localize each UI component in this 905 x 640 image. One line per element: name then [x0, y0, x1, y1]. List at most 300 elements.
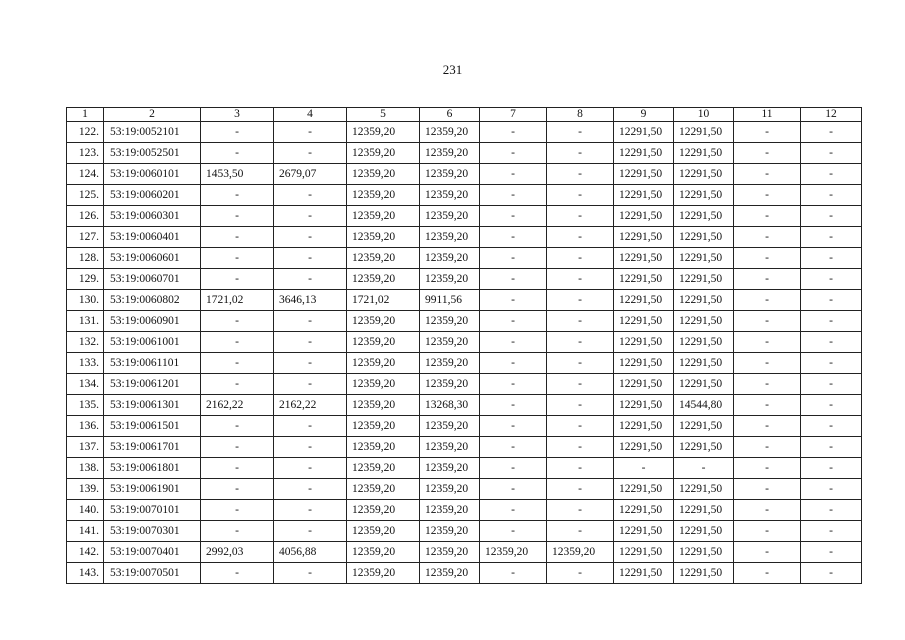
- table-cell: -: [274, 206, 347, 227]
- table-cell: -: [201, 374, 274, 395]
- table-cell: 126.: [67, 206, 104, 227]
- table-cell: 12359,20: [420, 248, 480, 269]
- table-cell: -: [274, 563, 347, 584]
- table-cell: 12359,20: [347, 416, 420, 437]
- table-cell: -: [201, 521, 274, 542]
- table-cell: -: [734, 185, 801, 206]
- table-cell: -: [734, 248, 801, 269]
- table-cell: 128.: [67, 248, 104, 269]
- table-row: [67, 311, 862, 332]
- table-cell: 12291,50: [674, 290, 734, 311]
- table-cell: -: [547, 290, 614, 311]
- table-cell: 12291,50: [614, 164, 674, 185]
- table-cell: 2679,07: [274, 164, 347, 185]
- table-cell: 138.: [67, 458, 104, 479]
- table-cell: -: [734, 542, 801, 563]
- table-cell: -: [734, 521, 801, 542]
- table-cell: -: [480, 353, 547, 374]
- table-cell: 12359,20: [347, 332, 420, 353]
- table-cell: -: [801, 227, 862, 248]
- table-cell: -: [274, 122, 347, 143]
- table-cell: 12359,20: [347, 122, 420, 143]
- table-cell: 12291,50: [614, 290, 674, 311]
- table-cell: -: [801, 311, 862, 332]
- table-cell: -: [480, 143, 547, 164]
- table-cell: 12291,50: [614, 122, 674, 143]
- column-header-10: 10: [674, 108, 734, 122]
- table-cell: 12291,50: [674, 164, 734, 185]
- table-cell: 53:19:0060101: [104, 164, 201, 185]
- table-row: [67, 395, 862, 416]
- table-cell: -: [547, 437, 614, 458]
- table-cell: -: [547, 563, 614, 584]
- page-number: 231: [442, 62, 463, 77]
- table-cell: 53:19:0070101: [104, 500, 201, 521]
- table-cell: -: [274, 227, 347, 248]
- table-cell: 12359,20: [347, 563, 420, 584]
- table-cell: 12291,50: [614, 248, 674, 269]
- table-cell: 12291,50: [674, 122, 734, 143]
- table-row: [67, 290, 862, 311]
- table-cell: -: [480, 164, 547, 185]
- table-cell: 12359,20: [420, 122, 480, 143]
- table-cell: -: [801, 374, 862, 395]
- table-cell: -: [547, 311, 614, 332]
- table-cell: 139.: [67, 479, 104, 500]
- table-cell: 12359,20: [347, 248, 420, 269]
- table-cell: -: [734, 437, 801, 458]
- table-cell: 142.: [67, 542, 104, 563]
- table-cell: 12359,20: [420, 227, 480, 248]
- table-cell: 12359,20: [547, 542, 614, 563]
- table-cell: -: [734, 122, 801, 143]
- table-cell: -: [801, 206, 862, 227]
- table-cell: -: [274, 248, 347, 269]
- table-row: [67, 353, 862, 374]
- table-cell: -: [201, 269, 274, 290]
- table-cell: -: [480, 458, 547, 479]
- table-cell: -: [801, 248, 862, 269]
- table-cell: 12359,20: [420, 164, 480, 185]
- table-row: [67, 458, 862, 479]
- table-cell: -: [201, 500, 274, 521]
- table-cell: 1721,02: [347, 290, 420, 311]
- table-cell: -: [801, 479, 862, 500]
- table-cell: 125.: [67, 185, 104, 206]
- table-row: [67, 500, 862, 521]
- table-cell: 12359,20: [420, 437, 480, 458]
- table-cell: -: [274, 353, 347, 374]
- table-cell: 12359,20: [347, 353, 420, 374]
- table-cell: -: [274, 479, 347, 500]
- table-cell: 4056,88: [274, 542, 347, 563]
- table-cell: -: [547, 416, 614, 437]
- table-row: [67, 185, 862, 206]
- table-cell: -: [734, 269, 801, 290]
- table-cell: 130.: [67, 290, 104, 311]
- table-cell: 53:19:0060301: [104, 206, 201, 227]
- table-cell: 53:19:0061501: [104, 416, 201, 437]
- table-cell: 12359,20: [420, 374, 480, 395]
- table-cell: -: [480, 290, 547, 311]
- table-cell: 12359,20: [420, 269, 480, 290]
- table-cell: 12291,50: [614, 479, 674, 500]
- table-cell: 53:19:0061801: [104, 458, 201, 479]
- table-cell: -: [734, 374, 801, 395]
- table-cell: -: [801, 563, 862, 584]
- table-cell: -: [801, 290, 862, 311]
- table-cell: -: [547, 206, 614, 227]
- table-cell: 9911,56: [420, 290, 480, 311]
- table-cell: 12291,50: [674, 311, 734, 332]
- table-cell: -: [274, 311, 347, 332]
- table-row: [67, 269, 862, 290]
- table-cell: -: [801, 500, 862, 521]
- table-cell: 12359,20: [347, 206, 420, 227]
- table-cell: -: [547, 227, 614, 248]
- table-cell: 12291,50: [614, 437, 674, 458]
- table-cell: 12291,50: [674, 479, 734, 500]
- table-cell: -: [734, 458, 801, 479]
- table-cell: 12291,50: [674, 437, 734, 458]
- table-cell: 127.: [67, 227, 104, 248]
- table-cell: -: [547, 521, 614, 542]
- table-cell: -: [801, 416, 862, 437]
- table-header: [67, 108, 862, 122]
- table-cell: -: [480, 269, 547, 290]
- table-cell: -: [274, 332, 347, 353]
- table-cell: -: [547, 395, 614, 416]
- table-cell: -: [547, 269, 614, 290]
- table-cell: 12291,50: [614, 416, 674, 437]
- table-cell: 12291,50: [674, 353, 734, 374]
- table-cell: 12359,20: [420, 311, 480, 332]
- table-cell: -: [480, 332, 547, 353]
- table-cell: -: [201, 479, 274, 500]
- table-cell: 53:19:0052101: [104, 122, 201, 143]
- table-row: [67, 164, 862, 185]
- table-cell: 12291,50: [614, 206, 674, 227]
- table-cell: -: [480, 395, 547, 416]
- column-header-8: 8: [547, 108, 614, 122]
- column-header-3: 3: [201, 108, 274, 122]
- table-cell: 53:19:0061001: [104, 332, 201, 353]
- column-header-11: 11: [734, 108, 801, 122]
- table-cell: -: [801, 185, 862, 206]
- table-cell: -: [201, 122, 274, 143]
- table-cell: 12359,20: [420, 353, 480, 374]
- table-cell: 12359,20: [420, 143, 480, 164]
- table-cell: 12291,50: [614, 374, 674, 395]
- table-cell: -: [547, 353, 614, 374]
- table-cell: -: [480, 374, 547, 395]
- table-body: [67, 122, 862, 584]
- table-cell: 12291,50: [614, 542, 674, 563]
- table-cell: -: [274, 143, 347, 164]
- table-cell: 53:19:0052501: [104, 143, 201, 164]
- table-cell: 12359,20: [347, 395, 420, 416]
- table-row: [67, 227, 862, 248]
- table-cell: -: [274, 437, 347, 458]
- table-cell: 140.: [67, 500, 104, 521]
- table-cell: -: [480, 248, 547, 269]
- table-cell: -: [801, 332, 862, 353]
- table-cell: 12291,50: [614, 332, 674, 353]
- table-cell: 12359,20: [347, 311, 420, 332]
- table-cell: 12291,50: [614, 353, 674, 374]
- table-cell: 136.: [67, 416, 104, 437]
- table-cell: 12359,20: [420, 500, 480, 521]
- table-cell: -: [274, 374, 347, 395]
- header-row: [67, 108, 862, 122]
- table-cell: -: [801, 353, 862, 374]
- table-cell: 12359,20: [347, 500, 420, 521]
- table-cell: 135.: [67, 395, 104, 416]
- table-cell: 12359,20: [347, 479, 420, 500]
- table-cell: -: [734, 227, 801, 248]
- table-cell: 53:19:0061701: [104, 437, 201, 458]
- table-cell: 129.: [67, 269, 104, 290]
- table-cell: -: [734, 332, 801, 353]
- table-cell: -: [480, 521, 547, 542]
- table-row: [67, 374, 862, 395]
- table-cell: 131.: [67, 311, 104, 332]
- table-cell: 12291,50: [674, 185, 734, 206]
- table-cell: -: [734, 416, 801, 437]
- table-row: [67, 206, 862, 227]
- column-header-4: 4: [274, 108, 347, 122]
- table-row: [67, 437, 862, 458]
- table-cell: -: [734, 143, 801, 164]
- table-cell: 12291,50: [614, 521, 674, 542]
- table-cell: 12359,20: [347, 227, 420, 248]
- table-cell: 53:19:0070501: [104, 563, 201, 584]
- table-cell: -: [201, 185, 274, 206]
- table-cell: 12291,50: [674, 416, 734, 437]
- data-table: [66, 107, 862, 584]
- table-cell: -: [547, 479, 614, 500]
- table-cell: -: [547, 374, 614, 395]
- table-cell: 123.: [67, 143, 104, 164]
- table-cell: -: [801, 122, 862, 143]
- table-cell: -: [734, 395, 801, 416]
- table-cell: 12359,20: [420, 206, 480, 227]
- table-cell: 12359,20: [347, 185, 420, 206]
- table-row: [67, 122, 862, 143]
- table-cell: -: [734, 353, 801, 374]
- table-cell: 12359,20: [420, 185, 480, 206]
- table-row: [67, 332, 862, 353]
- table-cell: 12359,20: [347, 143, 420, 164]
- table-cell: -: [480, 122, 547, 143]
- table-cell: 12291,50: [674, 143, 734, 164]
- table-cell: 12291,50: [614, 227, 674, 248]
- table-cell: 53:19:0060601: [104, 248, 201, 269]
- table-cell: 12291,50: [674, 500, 734, 521]
- table-cell: -: [274, 500, 347, 521]
- table-cell: -: [801, 437, 862, 458]
- table-cell: -: [547, 458, 614, 479]
- table-cell: 53:19:0060802: [104, 290, 201, 311]
- table-cell: -: [480, 185, 547, 206]
- table-cell: 3646,13: [274, 290, 347, 311]
- table-cell: -: [614, 458, 674, 479]
- column-header-5: 5: [347, 108, 420, 122]
- table-cell: 14544,80: [674, 395, 734, 416]
- table-cell: -: [274, 269, 347, 290]
- table-cell: 53:19:0061101: [104, 353, 201, 374]
- table-row: [67, 143, 862, 164]
- table-cell: 12359,20: [420, 416, 480, 437]
- table-cell: -: [480, 311, 547, 332]
- table-cell: -: [201, 458, 274, 479]
- table-cell: -: [801, 521, 862, 542]
- table-cell: 141.: [67, 521, 104, 542]
- table-cell: -: [274, 416, 347, 437]
- table-cell: -: [480, 479, 547, 500]
- column-header-1: 1: [67, 108, 104, 122]
- table-cell: 53:19:0060201: [104, 185, 201, 206]
- table-cell: -: [274, 185, 347, 206]
- table-row: [67, 479, 862, 500]
- table-cell: -: [547, 332, 614, 353]
- table-row: [67, 416, 862, 437]
- table-cell: 12359,20: [347, 521, 420, 542]
- table-cell: 53:19:0061901: [104, 479, 201, 500]
- table-cell: 53:19:0060901: [104, 311, 201, 332]
- table-cell: -: [201, 563, 274, 584]
- table-cell: -: [480, 563, 547, 584]
- table-cell: 143.: [67, 563, 104, 584]
- table-cell: -: [480, 227, 547, 248]
- table-cell: -: [201, 248, 274, 269]
- table-cell: -: [801, 458, 862, 479]
- table-cell: 133.: [67, 353, 104, 374]
- table-cell: 12359,20: [420, 332, 480, 353]
- table-cell: 12291,50: [674, 521, 734, 542]
- table-cell: -: [201, 437, 274, 458]
- table-cell: 12359,20: [347, 542, 420, 563]
- table-cell: 132.: [67, 332, 104, 353]
- table-cell: -: [734, 479, 801, 500]
- table-cell: 122.: [67, 122, 104, 143]
- table-cell: 12359,20: [480, 542, 547, 563]
- table-cell: 12359,20: [347, 374, 420, 395]
- table-cell: -: [734, 311, 801, 332]
- table-cell: -: [801, 164, 862, 185]
- table-cell: 12291,50: [614, 395, 674, 416]
- table-cell: 53:19:0070301: [104, 521, 201, 542]
- table-cell: 53:19:0061201: [104, 374, 201, 395]
- table-cell: 12291,50: [614, 500, 674, 521]
- table-cell: 53:19:0060701: [104, 269, 201, 290]
- table-cell: -: [480, 500, 547, 521]
- table-cell: 1453,50: [201, 164, 274, 185]
- table-cell: 2162,22: [201, 395, 274, 416]
- table-cell: -: [201, 332, 274, 353]
- table-cell: 12291,50: [614, 143, 674, 164]
- table-row: [67, 542, 862, 563]
- table-cell: 12291,50: [614, 185, 674, 206]
- table-cell: 12359,20: [347, 164, 420, 185]
- table-cell: -: [201, 416, 274, 437]
- table-cell: 12359,20: [420, 458, 480, 479]
- table-cell: 12359,20: [420, 521, 480, 542]
- table-cell: -: [547, 500, 614, 521]
- table-cell: -: [480, 437, 547, 458]
- table-cell: -: [674, 458, 734, 479]
- table-cell: -: [547, 185, 614, 206]
- column-header-6: 6: [420, 108, 480, 122]
- table-cell: -: [547, 143, 614, 164]
- table-cell: 12291,50: [674, 332, 734, 353]
- table-cell: 53:19:0061301: [104, 395, 201, 416]
- table-cell: -: [801, 542, 862, 563]
- table-cell: -: [274, 458, 347, 479]
- table-cell: 12291,50: [614, 269, 674, 290]
- table-cell: 12359,20: [347, 269, 420, 290]
- table-cell: 1721,02: [201, 290, 274, 311]
- table-cell: -: [201, 143, 274, 164]
- table-cell: 134.: [67, 374, 104, 395]
- column-header-12: 12: [801, 108, 862, 122]
- table-cell: -: [734, 164, 801, 185]
- table-cell: 53:19:0070401: [104, 542, 201, 563]
- column-header-9: 9: [614, 108, 674, 122]
- table-cell: 12291,50: [614, 311, 674, 332]
- table-row: [67, 248, 862, 269]
- table-cell: -: [480, 416, 547, 437]
- table-cell: -: [201, 206, 274, 227]
- table-cell: 12291,50: [674, 542, 734, 563]
- table-cell: 12359,20: [347, 437, 420, 458]
- table-cell: -: [201, 311, 274, 332]
- table-cell: -: [274, 521, 347, 542]
- table-cell: -: [480, 206, 547, 227]
- table-cell: 53:19:0060401: [104, 227, 201, 248]
- table-cell: -: [547, 248, 614, 269]
- table-cell: -: [734, 563, 801, 584]
- table-cell: 12291,50: [674, 563, 734, 584]
- table-cell: 12291,50: [674, 248, 734, 269]
- table-cell: 12291,50: [674, 374, 734, 395]
- column-header-2: 2: [104, 108, 201, 122]
- table-cell: -: [801, 395, 862, 416]
- table-cell: -: [547, 164, 614, 185]
- column-header-7: 7: [480, 108, 547, 122]
- table-cell: -: [734, 500, 801, 521]
- table-cell: -: [201, 227, 274, 248]
- table-row: [67, 563, 862, 584]
- table-cell: -: [801, 269, 862, 290]
- table-cell: 12359,20: [420, 479, 480, 500]
- table-cell: 2162,22: [274, 395, 347, 416]
- table-cell: -: [734, 206, 801, 227]
- table-cell: 12291,50: [674, 227, 734, 248]
- table-cell: 12291,50: [674, 206, 734, 227]
- table-cell: 12359,20: [420, 563, 480, 584]
- table-cell: 12291,50: [614, 563, 674, 584]
- table-cell: -: [734, 290, 801, 311]
- table-cell: 13268,30: [420, 395, 480, 416]
- table-cell: -: [201, 353, 274, 374]
- table-cell: 12359,20: [347, 458, 420, 479]
- table-cell: 137.: [67, 437, 104, 458]
- table-cell: 12291,50: [674, 269, 734, 290]
- table-cell: -: [801, 143, 862, 164]
- table-cell: 2992,03: [201, 542, 274, 563]
- table-cell: 12359,20: [420, 542, 480, 563]
